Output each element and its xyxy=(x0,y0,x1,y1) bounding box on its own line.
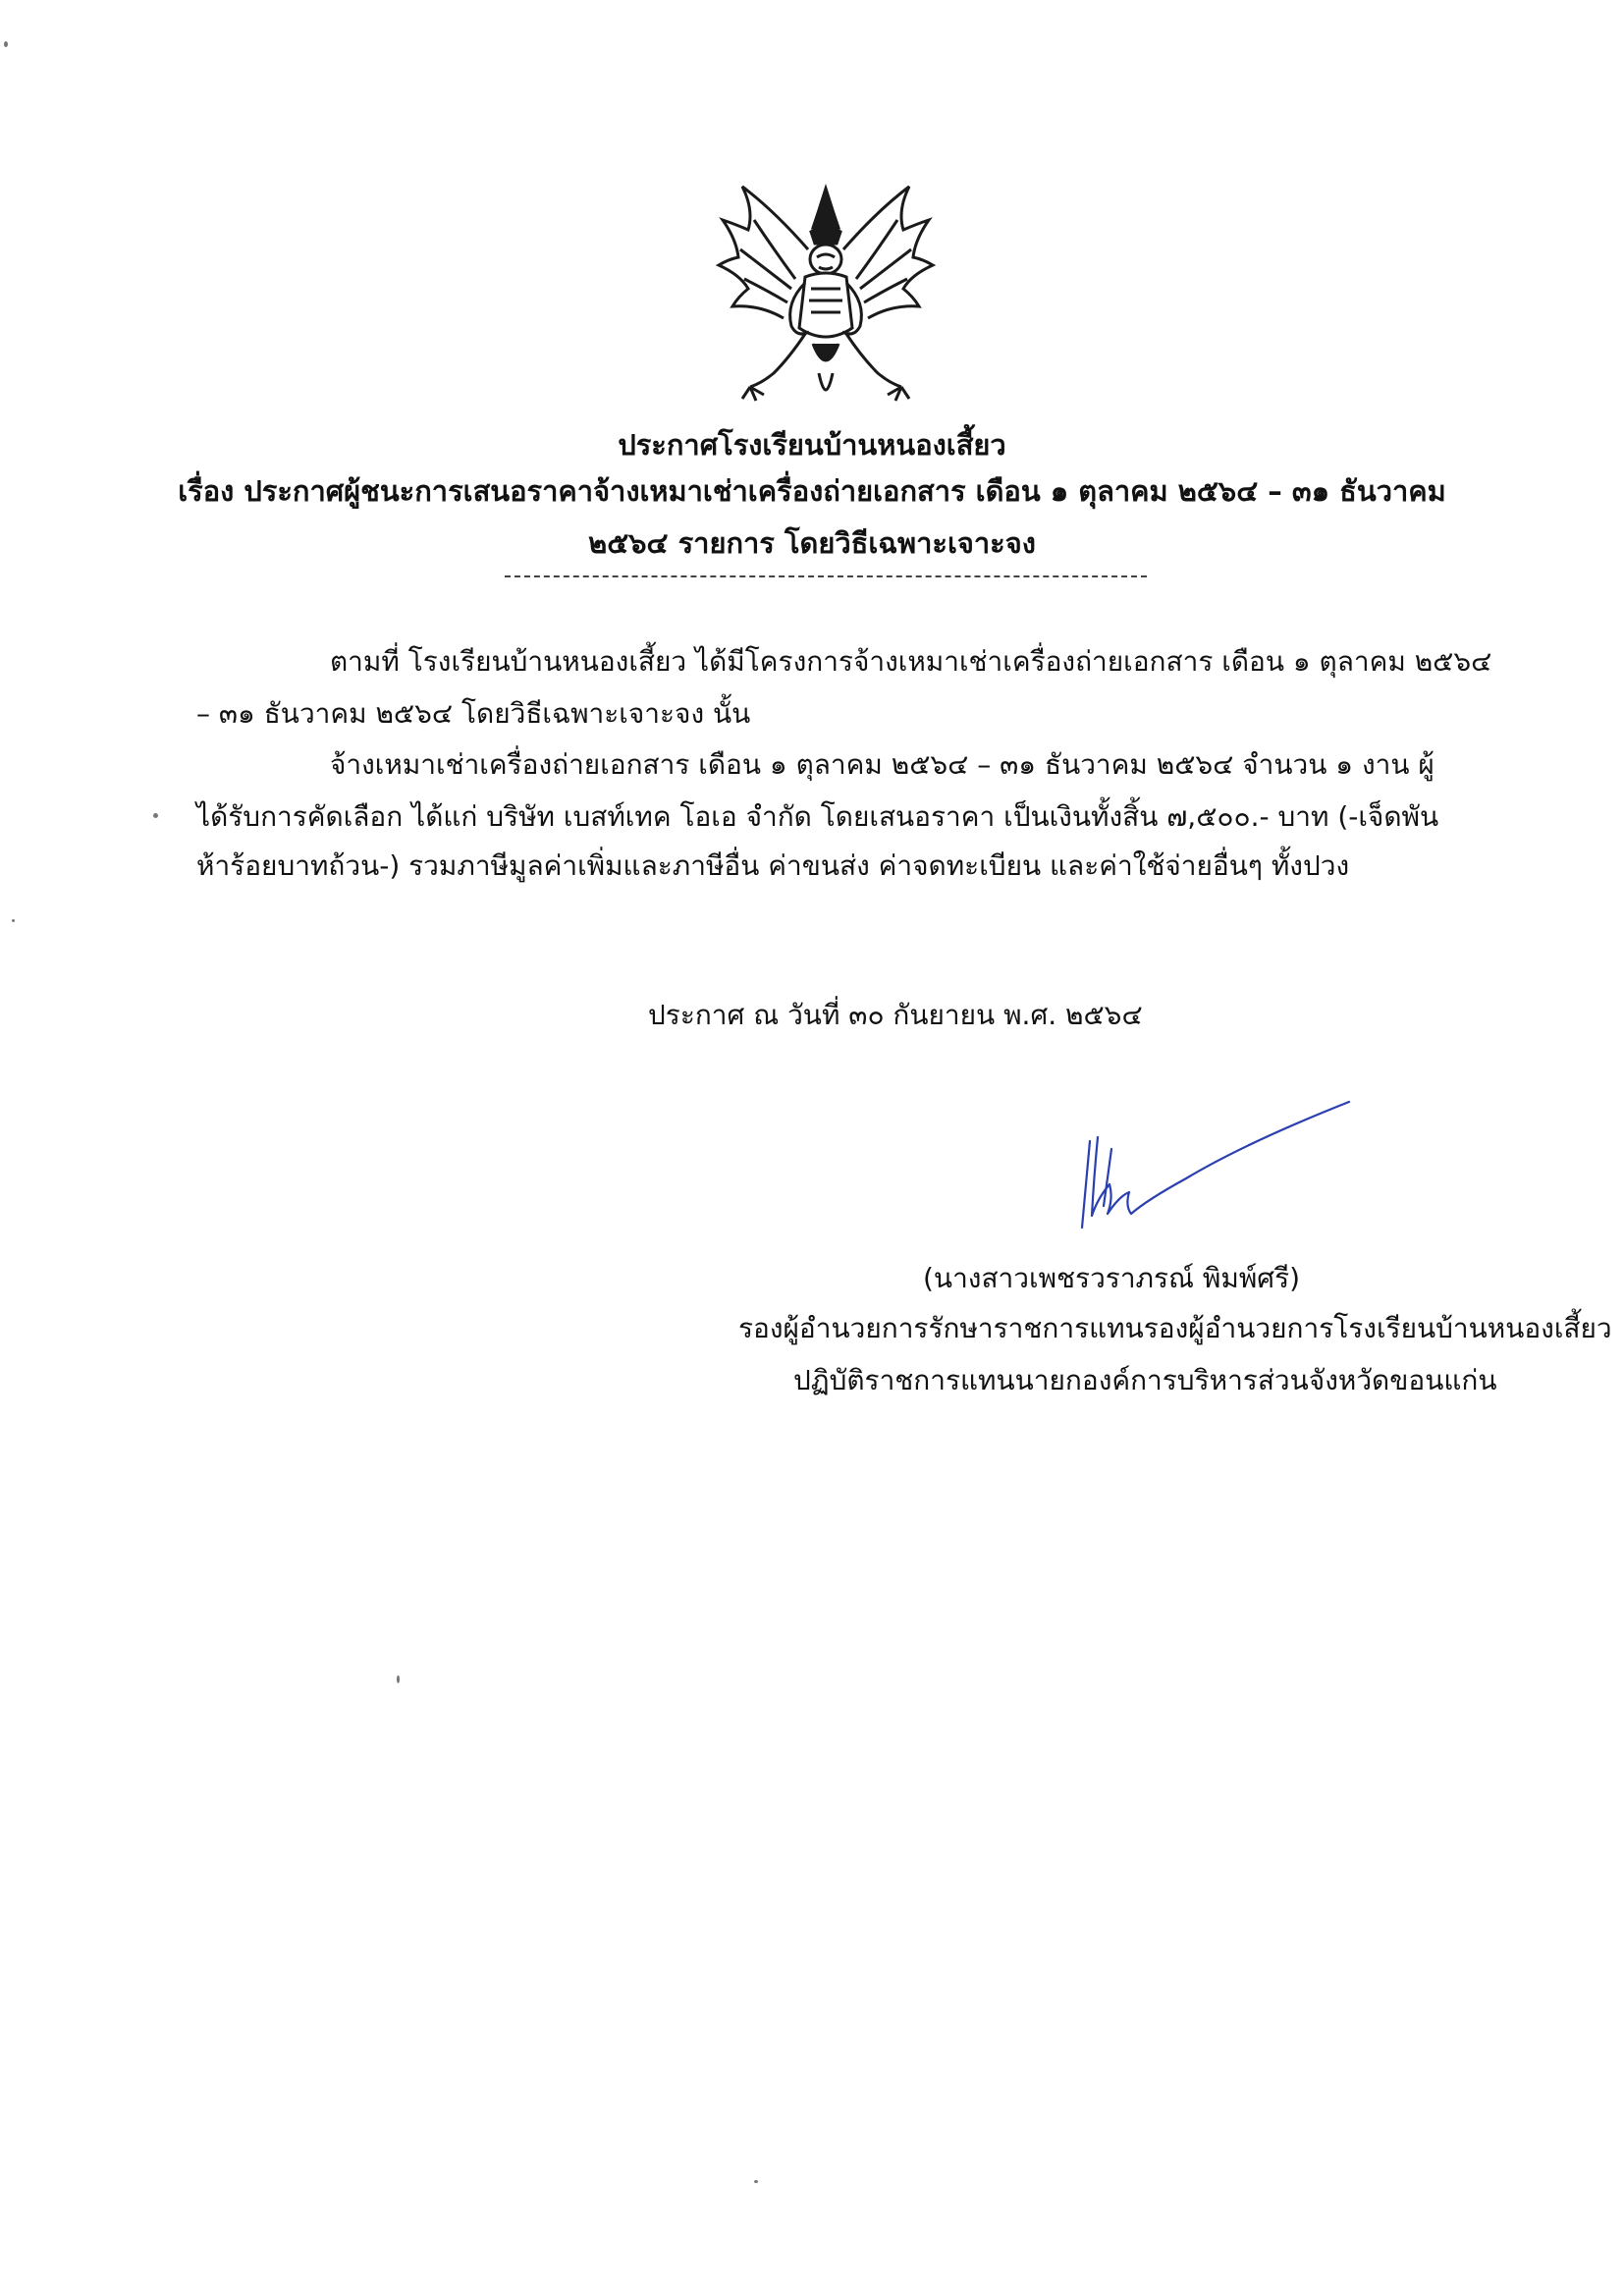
scan-speck xyxy=(397,1675,400,1683)
announcement-subject-line-1: เรื่อง ประกาศผู้ชนะการเสนอราคาจ้างเหมาเช่าเครื่องถ่ายเอกสาร เดือน ๑ ตุลาคม ๒๕๖๔ – ๓๑ ธันวาคม xyxy=(178,474,1446,508)
body-line-1: ตามที่ โรงเรียนบ้านหนองเสี้ยว ได้มีโครงการจ้างเหมาเช่าเครื่องถ่ายเอกสาร เดือน ๑ ตุลาคม ๒๕๖๔ xyxy=(330,645,1492,678)
body-line-4: ได้รับการคัดเลือก ได้แก่ บริษัท เบสท์เทค โอเอ จำกัด โดยเสนอราคา เป็นเงินทั้งสิ้น ๗,๕๐๐.- บาท (-เจ็ดพัน xyxy=(196,800,1439,833)
scan-speck xyxy=(12,919,15,922)
body-line-2: – ๓๑ ธันวาคม ๒๕๖๔ โดยวิธีเฉพาะเจาะจง นั้น xyxy=(196,697,751,730)
title-separator xyxy=(505,575,1147,577)
signatory-position-1: รองผู้อำนวยการรักษาราชการแทนรองผู้อำนวยการโรงเรียนบ้านหนองเสี้ยว xyxy=(738,1312,1612,1344)
signatory-name: (นางสาวเพชรวราภรณ์ พิมพ์ศรี) xyxy=(923,1262,1301,1294)
scan-speck xyxy=(4,41,8,47)
signatory-position-2: ปฏิบัติราชการแทนนายกองค์การบริหารส่วนจังหวัดขอนแก่น xyxy=(793,1364,1497,1396)
announcement-date: ประกาศ ณ วันที่ ๓๐ กันยายน พ.ศ. ๒๕๖๔ xyxy=(648,999,1143,1031)
body-line-3: จ้างเหมาเช่าเครื่องถ่ายเอกสาร เดือน ๑ ตุลาคม ๒๕๖๔ – ๓๑ ธันวาคม ๒๕๖๔ จำนวน ๑ งาน ผู้ xyxy=(330,748,1435,781)
scan-speck xyxy=(153,813,158,818)
handwritten-signature xyxy=(1068,1090,1353,1237)
scan-speck xyxy=(754,2180,758,2183)
announcement-subject-line-2: ๒๕๖๔ รายการ โดยวิธีเฉพาะเจาะจง xyxy=(588,526,1036,560)
body-line-5: ห้าร้อยบาทถ้วน-) รวมภาษีมูลค่าเพิ่มและภาษีอื่น ค่าขนส่ง ค่าจดทะเบียน และค่าใช้จ่ายอื่นๆ ทั้งปวง xyxy=(196,849,1350,882)
garuda-emblem-icon xyxy=(715,181,937,414)
announcement-title: ประกาศโรงเรียนบ้านหนองเสี้ยว xyxy=(618,428,1006,462)
